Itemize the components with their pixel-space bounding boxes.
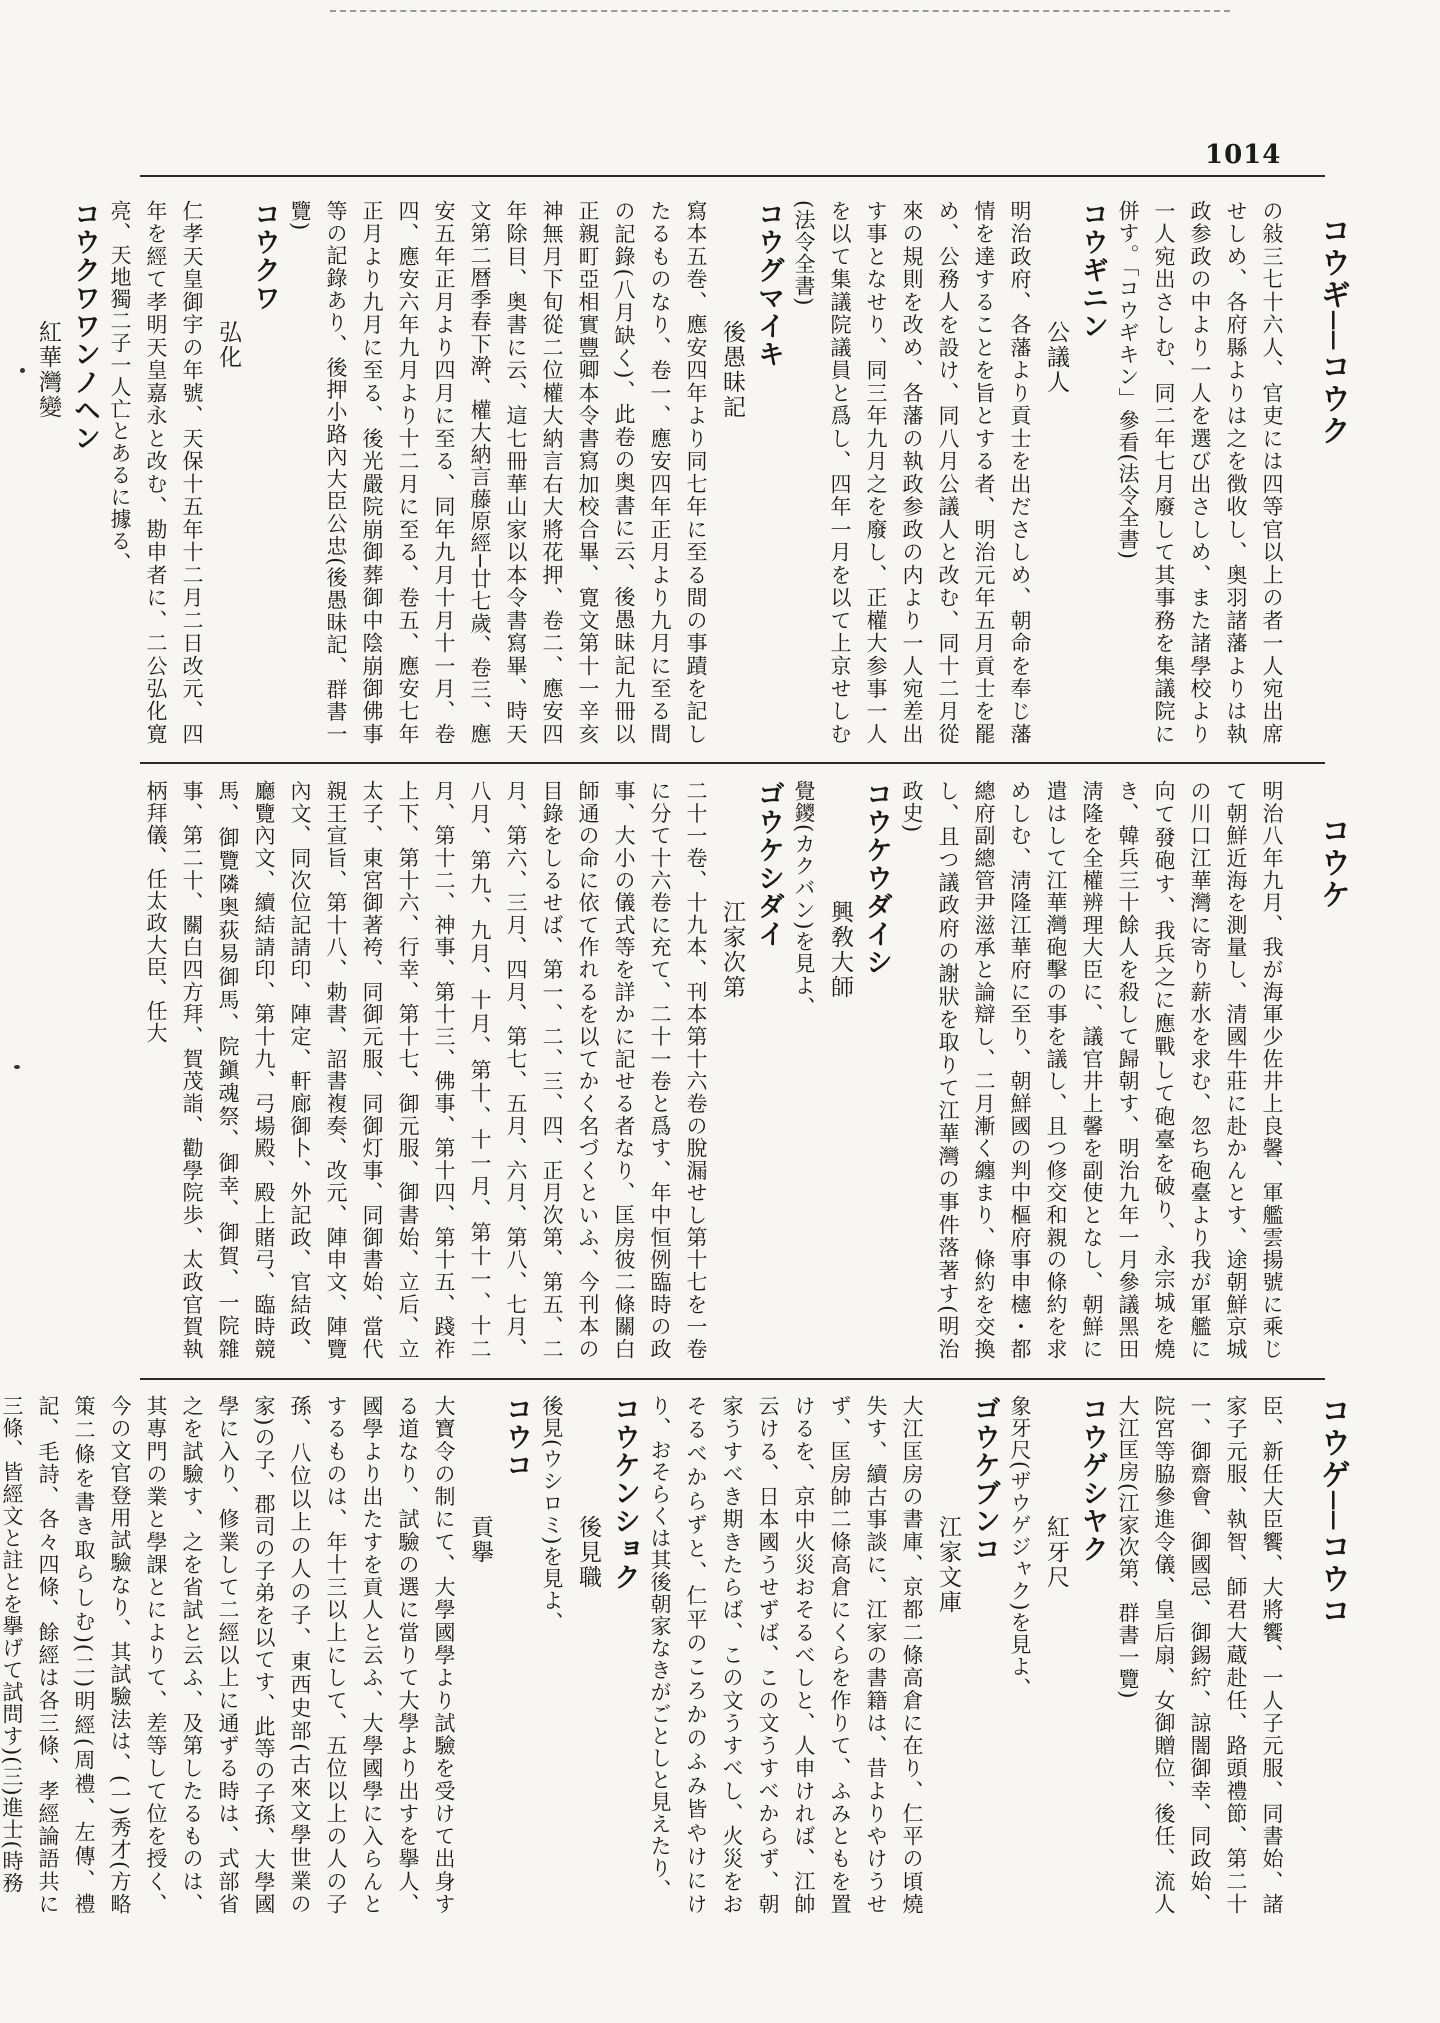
page-number: 1014 (1205, 140, 1282, 170)
entry-gloss-kokyo-daishi: 興敎大師 (827, 900, 853, 1000)
section-divider-1 (140, 762, 1325, 764)
section-middle (140, 780, 1290, 1360)
entry-title-koukuwa: コウクワ (249, 200, 280, 312)
entry-gloss-goke-bunko: 江家文庫 (935, 1515, 961, 1615)
entry-gloss-kouko: 貢擧 (467, 1515, 493, 1565)
entry-continuation-kouka: 明治八年九月、我が海軍少佐井上良馨、軍艦雲揚號に乘じて朝鮮近海を測量し、清國牛莊に赴かんとす、途朝鮮京城の川口江華灣に寄り薪水を求む、忽ち砲臺より我が軍艦に向て發砲す、我兵之に應戰して砲臺を破り、永宗城を燒き、韓兵三十餘人を殺して歸朝す、明治九年一月參議黑田淸隆を全權辨理大臣に、議官井上馨を副使となし、朝鮮に遣はして江華灣砲擊の事を議し、且つ修交和親の條約を求めしむ、淸隆江華府に至り、朝鮮國の判中樞府事申櫶・都總府副總管尹滋承と論辯し、二月漸く纏まり、條約を交換し、且つ議政府の謝狀を取りて江華灣の事件落著す(明治政史) (900, 780, 1284, 1361)
entry-title-kouken-shoku: コウケンショク (609, 1395, 640, 1591)
entry-gloss-koukuwa: 弘化 (215, 320, 241, 370)
entry-body-goke-bunko: 大江匡房の書庫、京都二條高倉に在り、仁平の頃燒失す、續古事談に、江家の書籍は、昔よりやけうせず、匡房帥二條高倉にくらを作りて、ふみともを置けるを、京中火災おそるべしと、人申ければ、江帥云ける、日本國うせずば、この文うすべからず、朝家うすべき期きたらば、この文うすべし、火災をおそるべからずと、仁平のころかのふみ皆やけにけり、おそらくは其後朝家なきがごとしと見えたり、 (648, 1395, 924, 1915)
scan-speck-1 (20, 368, 25, 373)
entry-body-goke-shidai: 二十一卷、十九本、刊本第十六卷の脫漏せし第十七を一卷に分て十六卷に充て、二十一卷と爲す、年中恒例臨時の政事、大小の儀式等を詳かに記せる者なり、匡房彼二條關白師通の命に依て作れるを以てかく名づくといふ、今刊本の目錄をしるせば、第一、二、三、四、正月次第、第五、二月、第六、三月、四月、第七、五月、六月、第八、七月、八月、第九、九月、十月、第十、十一月、第十一、十二月、第十二、神事、第十三、佛事、第十四、第十五、踐祚上下、第十六、行幸、第十七、御元服、御書始、立后、立太子、東宮御著袴、同御元服、同御灯事、同御書始、當代親王宣旨、第十八、勅書、詔書複奏、改元、陣申文、陣覽內文、同次位記請印、陣定、軒廊御卜、外記政、官結政、廳覽內文、續結請印、第十九、弓場殿、殿上賭弓、臨時競馬、御覽隣奥荻易御馬、院鎭魂祭、御幸、御賀、一院雜事、第二十、關白四方拜、賀茂詣、勸學院歩、太政官賀執柄拜儀、任太政大臣、任大 (144, 780, 708, 1360)
entry-title-goke-shidai: ゴウケシダイ (753, 780, 784, 948)
scan-speck-2 (14, 1065, 20, 1069)
entry-body-kouken-shoku: 後見(ウシロミ)を見よ、 (540, 1395, 564, 1634)
running-head-top: コウギ──コウク (1315, 215, 1350, 448)
entry-gloss-kouken-shoku: 後見職 (575, 1515, 601, 1590)
entry-title-kokyo-daishi: コウケウダイシ (861, 780, 892, 976)
entry-gloss-kougi-nin: 公議人 (1043, 320, 1069, 395)
entry-gloss-kouge-shaku: 紅牙尺 (1043, 1515, 1069, 1590)
entry-body-kougi-nin: 明治政府、各藩より貢士を出ださしめ、朝命を奉じ藩情を達することを旨とする者、明治元年五月貢士を罷め、公務人を設け、同八月公議人と改む、同十二月從來の規則を改め、各藩の執政参政の内より一人宛差出す事となせり、同三年九月之を廢し、正權大参事一人を以て集議院議員と爲し、四年一月を以て上京せしむ(法令全書) (792, 200, 1032, 746)
scan-top-rule (330, 10, 1230, 12)
section-divider-2 (140, 1378, 1325, 1380)
section-bottom (0, 1395, 1290, 1915)
entry-title-kougumaiki: コウグマイキ (753, 200, 784, 368)
entry-body-kouko: 大寶令の制にて、大學國學より試驗を受けて出身する道なり、試驗の選に當りて大學より出すを擧人、國學より出たすを貢人と云ふ、大學國學に入らんとするものは、年十三以上にして、五位以上の人の子孫、八位以上の人の子、東西史部(古來文學世業の家)の子、郡司の子弟を以てす、此等の子孫、大學國學に入り、修業して二經以上に通ずる時は、式部省之を試驗す、之を省試と云ふ、及第したるものは、其專門の業と學課とによりて、差等して位を授く、今の文官登用試驗なり、其試驗法は、(一)秀才(方略策二條を書き取らしむ)(二)明經(周禮、左傳、禮記、毛詩、各々四條、餘經は各三條、孝經論語共に三條、皆經文と註とを擧げて試問す)(三)進士(時務 (0, 1395, 456, 1915)
running-head-bot: コウゲ──コウコ (1315, 1395, 1350, 1628)
entry-title-goke-bunko: ゴウケブンコ (969, 1395, 1000, 1563)
entry-continuation: の敍三七十六人、官吏には四等官以上の者一人宛出席せしめ、各府縣よりは之を徴收し、奥羽諸藩よりは執政参政の中より一人を選び出さしめ、また諸學校より一人宛出さしむ、同二年七月廢して其事務を集議院に併す。「コウギキン」參看(法令全書) (1116, 200, 1284, 745)
entry-body-kokyo-daishi: 覺鑁(カクバン)を見よ、 (792, 780, 816, 1019)
entry-gloss-koukuwawan: 紅華灣變 (35, 320, 61, 420)
entry-body-kougumaiki: 寫本五巻、應安四年より同七年に至る間の事蹟を記したるものなり、卷一、應安四年正月より九月に至る間の記錄(八月缺く)、此卷の奥書に云、後愚昧記九冊以正親町亞相實豐卿本令書寫加校合畢、寛文第十一辛亥神無月下旬從二位權大納言右大將花押、卷二、應安四年除目、奥書に云、這七冊華山家以本令書寫畢、時天文第二暦季春下澣、權大納言藤原經─廿七歲、卷三、應安五年正月より四月に至る、同年九月十月十一月、卷四、應安六年九月より十二月に至る、卷五、應安七年正月より九月に至る、後光嚴院崩御葬御中陰崩御佛事等の記錄あり、後押小路內大臣公忠(後愚昧記、群書一覽) (288, 200, 708, 746)
entry-continuation-shidai: 臣、新任大臣饗、大將饗、一人子元服、同書始、諸家子元服、執智、師君大蔵赴任、路頭禮節、第二十一、御齋會、御國忌、御錫紵、諒闇御幸、同政始、院宮等脇參進令儀、皇后扇、女御贈位、後任、流人大江匡房(江家次第、群書一覽) (1116, 1395, 1284, 1915)
section-top (35, 200, 1290, 746)
entry-gloss-goke-shidai: 江家次第 (719, 900, 745, 1000)
entry-title-koukuwawan: コウクワワンノヘン (69, 200, 100, 452)
entry-body-kouge-shaku: 象牙尺(ザウゲジャク)を見よ、 (1008, 1395, 1032, 1700)
entry-title-kouko: コウコ (501, 1395, 532, 1479)
entry-gloss-kougumaiki: 後愚昧記 (719, 320, 745, 420)
entry-body-koukuwa: 仁孝天皇御宇の年號、天保十五年十二月二日改元、四年を經て孝明天皇嘉永と改む、勘申者に、二公弘化寛亮、天地獨二子一人亡とあるに據る、 (108, 200, 204, 745)
entry-title-kougi-nin: コウギニン (1077, 200, 1108, 340)
entry-title-kouge-shaku: コウゲシヤク (1077, 1395, 1108, 1563)
running-head-mid: コウケ (1315, 815, 1350, 911)
